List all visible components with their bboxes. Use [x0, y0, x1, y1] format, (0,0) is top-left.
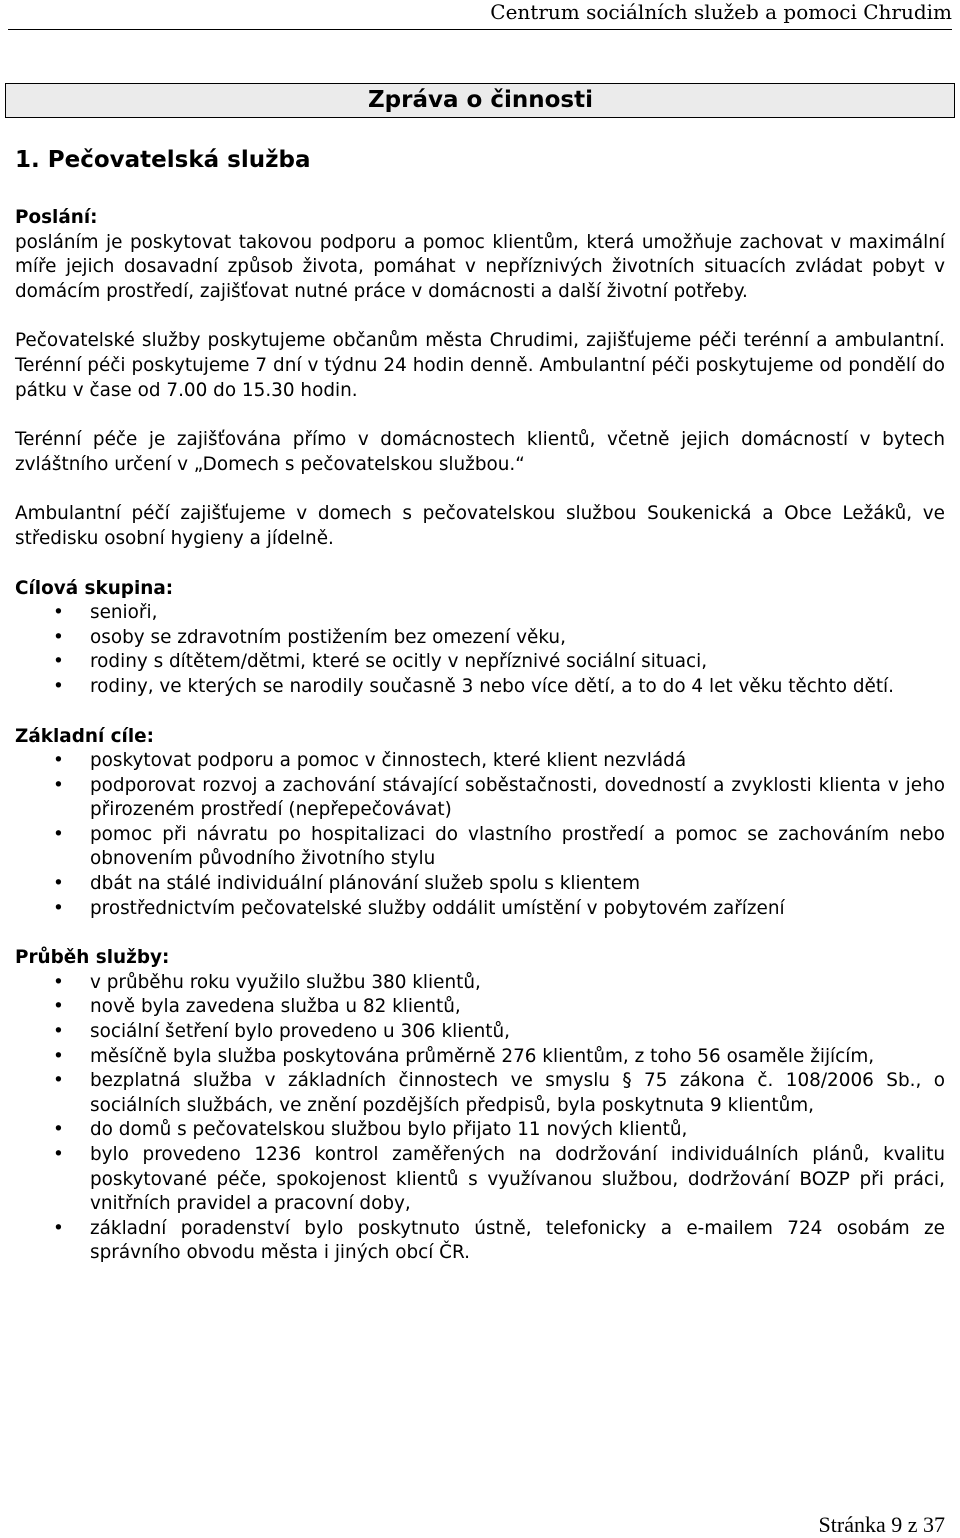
list-item: • podporovat rozvoj a zachování stávající soběstačnosti, dovedností a zvyklosti klienta v jeho přirozeném prostředí (nepřepečovávat): [15, 774, 945, 823]
report-title: Zpráva o činnosti: [368, 87, 593, 113]
paragraph-field-care: Terénní péče je zajišťována přímo v domácnostech klientů, včetně jejich domácností v bytech zvláštního určení v „Domech s pečovatelskou službou.“: [15, 429, 945, 475]
course-list: [15, 971, 945, 1266]
course-heading: Průběh služby:: [15, 947, 170, 969]
list-item: • v průběhu roku využilo službu 380 klientů,: [15, 971, 945, 996]
target-group-list: [15, 601, 945, 699]
list-item: • měsíčně byla služba poskytována průměrně 276 klientům, z toho 56 osaměle žijícím,: [15, 1045, 945, 1070]
goals-heading: Základní cíle:: [15, 725, 154, 747]
report-title-box: [5, 83, 955, 118]
list-item: • sociální šetření bylo provedeno u 306 klientů,: [15, 1020, 945, 1045]
mission-text: posláním je poskytovat takovou podporu a pomoc klientům, která umožňuje zachovat v maximální míře jejich dosavadní způsob života, pomáhat v nepříznivých životních situacích zvládat pobyt v domácím prostředí, zajišťovat nutné práce v domácnosti a další životní potřeby.: [15, 231, 945, 302]
list-item: • dbát na stálé individuální plánování služeb spolu s klientem: [15, 872, 945, 897]
page-header: [0, 0, 960, 24]
list-item: • poskytovat podporu a pomoc v činnostech, které klient nezvládá: [15, 749, 945, 774]
list-item: • základní poradenství bylo poskytnuto ústně, telefonicky a e-mailem 724 osobám ze správního obvodu města i jiných obcí ČR.: [15, 1217, 945, 1266]
list-item: • do domů s pečovatelskou službou bylo přijato 11 nových klientů,: [15, 1118, 945, 1143]
list-item: • bezplatná služba v základních činnostech ve smyslu § 75 zákona č. 108/2006 Sb., o sociálních službách, ve znění pozdějších předpisů, byla poskytnuta 9 klientům,: [15, 1069, 945, 1118]
list-item: • bylo provedeno 1236 kontrol zaměřených na dodržování individuálních plánů, kvalitu poskytované péče, spokojenost klientů s využívanou službou, dodržování BOZP při práci, vnitřních pravidel a pracovní doby,: [15, 1143, 945, 1217]
goals-list: [15, 749, 945, 921]
list-item: • prostřednictvím pečovatelské služby oddálit umístění v pobytovém zařízení: [15, 897, 945, 922]
target-group-heading: Cílová skupina:: [15, 577, 174, 599]
organization-name: Centrum sociálních služeb a pomoci Chrudim: [490, 0, 952, 24]
header-divider: [8, 29, 952, 30]
page-number: Stránka 9 z 37: [818, 1512, 945, 1537]
list-item: • senioři,: [15, 601, 945, 626]
paragraph-services: Pečovatelské služby poskytujeme občanům města Chrudimi, zajišťujeme péči terénní a ambulantní. Terénní péči poskytujeme 7 dní v týdnu 24 hodin denně. Ambulantní péči poskytujeme od pondělí do pátku v čase od 7.00 do 15.30 hodin.: [15, 330, 945, 401]
list-item: • osoby se zdravotním postižením bez omezení věku,: [15, 626, 945, 651]
section-heading: 1. Pečovatelská služba: [15, 147, 311, 173]
list-item: • nově byla zavedena služba u 82 klientů,: [15, 995, 945, 1020]
mission-label: Poslání:: [15, 207, 98, 228]
paragraph-ambulant-care: Ambulantní péčí zajišťujeme v domech s pečovatelskou službou Soukenická a Obce Ležáků, ve středisku osobní hygieny a jídelně.: [15, 503, 945, 549]
list-item: • rodiny, ve kterých se narodily současně 3 nebo více dětí, a to do 4 let věku těchto dětí.: [15, 675, 945, 700]
list-item: • rodiny s dítětem/dětmi, které se ocitly v nepříznivé sociální situaci,: [15, 650, 945, 675]
document-body: [15, 206, 945, 1291]
list-item: • pomoc při návratu po hospitalizaci do vlastního prostředí a pomoc se zachováním nebo obnovením původního životního stylu: [15, 823, 945, 872]
